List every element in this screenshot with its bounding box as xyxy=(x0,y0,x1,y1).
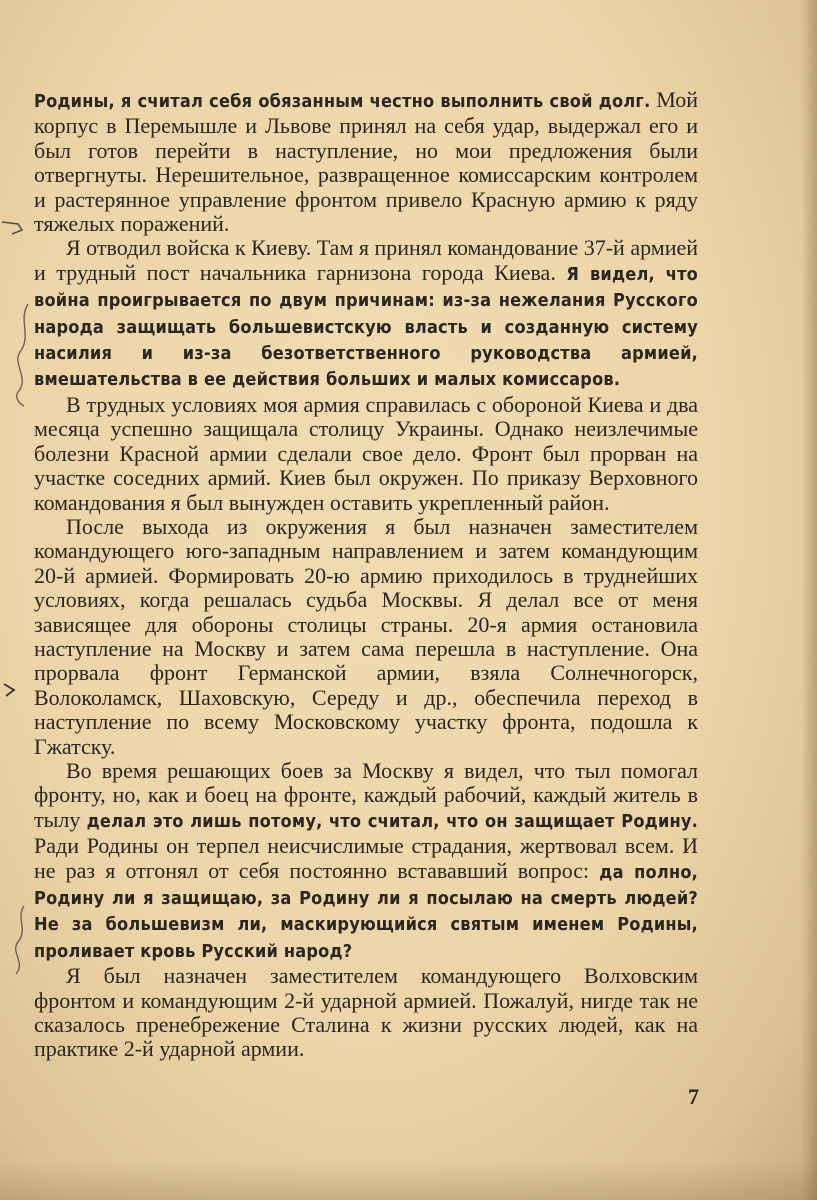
paragraph xyxy=(34,393,698,515)
paragraph xyxy=(34,759,698,964)
paragraph xyxy=(34,88,698,236)
paragraph xyxy=(34,515,698,759)
text-run: Во время решающих боев за Москву я видел, что тыл помогал фронту, но, как и боец на фронте, каждый рабочий, каждый житель в тылу xyxy=(34,757,698,832)
paragraph xyxy=(34,964,698,1062)
bold-text-run: делал это лишь потому, что считал, что он защищает Родину. xyxy=(86,810,698,832)
text-run: Мой корпус в Перемышле и Львове принял на себя удар, выдержал его и был готов перейти в наступление, но мои предложения были отвергнуты. Нерешительное, развращенное комиссарским контролем и растерянное управление фронтом привело Красную армию к ряду тяжелых поражений. xyxy=(34,87,698,237)
page-number: 7 xyxy=(688,1084,699,1109)
text-run: В трудных условиях моя армия справилась с обороной Киева и два месяца успешно защищала столицу Украины. Однако неизлечимые болезни Красной армии сделали свое дело. Фронт был прорван на участке соседних армий. Киев был окружен. По приказу Верховного командования я был вынужден оставить укрепленный район. xyxy=(34,391,698,515)
paragraph xyxy=(34,236,698,392)
text-run: Я отводил войска к Киеву. Там я принял командование 37-й армией и трудный пост начальника гарнизона города Киева. xyxy=(34,235,698,285)
text-run: После выхода из окружения я был назначен заместителем командующего юго-западным направлением и затем командующим 20-й армией. Формировать 20-ю армию приходилось в труднейших условиях, когда решалась судьба Москвы. Я делал все от меня зависящее для обороны столицы страны. 20-я армия остановила наступление на Москву и затем сама перешла в наступление. Она прорвала фронт Германской армии, взяла Солнечногорск, Волоколамск, Шаховскую, Середу и др., обеспечила переход в наступление по всему Московскому участку фронта, подошла к Гжатску. xyxy=(34,513,698,759)
text-run: Ради Родины он терпел неисчислимые страдания, жертвовал всем. И не раз я отгонял от себя постоянно встававший вопрос: xyxy=(34,833,698,883)
bold-text-run: да полно, Родину ли я защищаю, за Родину ли я посылаю на смерть людей? Не за большевизм ли, маскирующийся святым именем Родины, проливает кровь Русский народ? xyxy=(34,861,699,962)
page-edge-shadow xyxy=(801,0,817,1200)
text-run: Я был назначен заместителем командующего Волховским фронтом и командующим 2-й ударной армией. Пожалуй, нигде так не сказалось пренебрежение Сталина к жизни русских людей, как на практике 2-й ударной армии. xyxy=(34,963,698,1062)
margin-pencil-mark xyxy=(0,200,30,260)
bold-text-run: Я видел, что война проигрывается по двум причинам: из-за нежелания Русского народа защищать большевистскую власть и созданную систему насилия и из-за безответственного руководства армией, вмешательства в ее действия больших и малых комиссаров. xyxy=(34,263,699,391)
bold-text-run: Родины, я считал себя обязанным честно выполнить свой долг. xyxy=(34,91,651,112)
document-body xyxy=(34,88,698,1062)
page-bottom-shadow xyxy=(0,1160,817,1200)
margin-bracket-mark-lower xyxy=(2,900,36,980)
margin-tick-mark xyxy=(0,676,24,706)
